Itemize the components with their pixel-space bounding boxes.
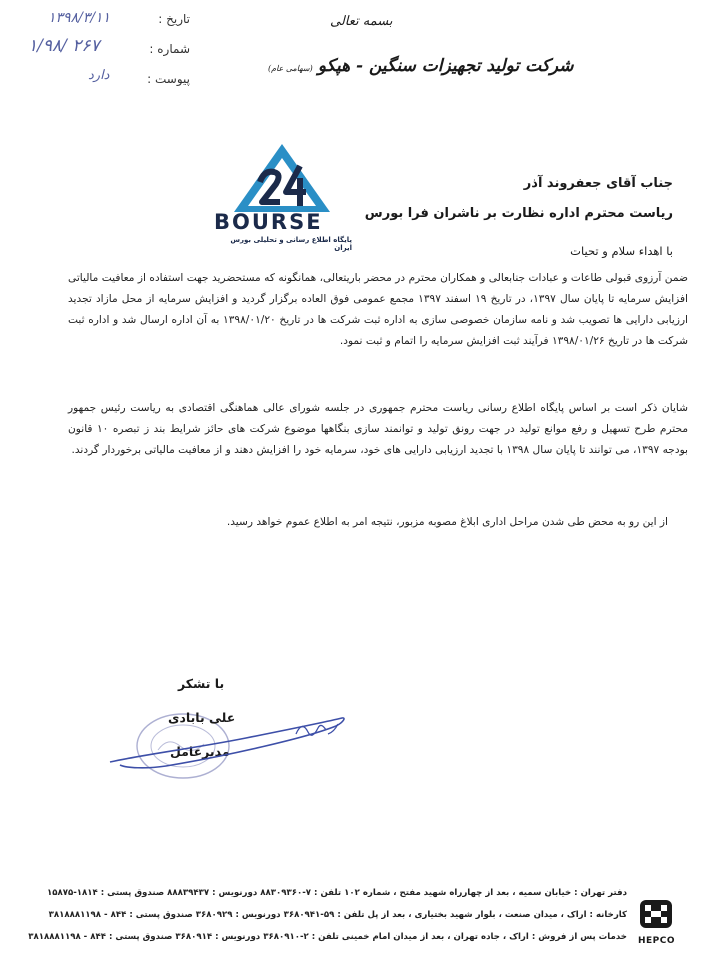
greeting: با اهداء سلام و تحیات [570, 244, 673, 258]
bourse-caption: پایگاه اطلاع رسانی و تحلیلی بورس ایران [230, 236, 352, 252]
basmala: بسمه تعالی [330, 14, 393, 29]
signer-title: مدیرعامل [170, 744, 230, 759]
hepco-logo [638, 898, 678, 948]
body-paragraph-1: ضمن آرزوی قبولی طاعات و عبادات جنابعالی و همکاران محترم در محضر باریتعالی، همانگونه که مستحضرید جهت استفاده از معافیت مالیاتی افزایش سرمایه تا پایان سال ۱۳۹۷، در تاریخ ۱۹ اسفند ۱۳۹۷ مجمع عمومی فوق العاده برگزار گردید و افزایش سرمایه از محل مازاد تجدید ارزیابی دارایی ها تصویب شد و نامه سازمان خصوصی سازی به اداره ثبت شرکت ها در تاریخ ۱۳۹۸/۰۱/۲۰ به آن اداره ارسال شد و اداره ثبت شرکت ها در تاریخ ۱۳۹۸/۰۱/۲۶ فرآیند ثبت افزایش سرمایه را اتمام و ثبت نمود. [68, 272, 688, 347]
hepco-wordmark: HEPCO [638, 936, 676, 946]
bourse-wordmark: BOURSE [214, 210, 323, 234]
body-paragraph-3: از این رو به محض طی شدن مراحل اداری ابلاغ مصوبه مزبور، نتیجه امر به اطلاع عموم خواهد رسید. [226, 516, 668, 528]
bourse-logo [212, 142, 352, 252]
number-label: شماره : [149, 42, 190, 56]
company-suffix: (سهامی عام) [268, 64, 313, 73]
signer-name: علی بابادی [168, 710, 236, 725]
bourse-emblem-icon [212, 142, 352, 214]
hepco-emblem-icon [638, 898, 674, 930]
footer-tehran-office: دفتر تهران : خیابان سمیه ، بعد از چهارراه شهید مفتح ، شماره ۱۰۲ تلفن : ۷-۸۸۳۰۹۳۶۰ دورنویس : ۸۸۸۳۹۴۳۷ صندوق پستی : ۱۸۱۴-۱۵۸۷۵ [46, 888, 627, 898]
footer-factory: کارخانه : اراک ، میدان صنعت ، بلوار شهید بختیاری ، بعد از پل تلفن : ۵۹-۳۶۸۰۹۴۱ دورنویس : ۳۶۸۰۹۲۹ صندوق پستی : ۸۴۴ - ۳۸۱۸۸۸۱۱۹۸ [48, 910, 627, 920]
date-label: تاریخ : [158, 12, 190, 26]
number-value: ۱/۹۸/ ۲۶۷ [28, 36, 100, 56]
body-paragraph-2: شایان ذکر است بر اساس پایگاه اطلاع رسانی ریاست محترم جمهوری در جلسه شورای عالی هماهنگی اقتصادی به ریاست رئیس جمهور محترم طرح تسهیل و رفع موانع تولید در جهت رونق تولید و توانمند سازی بنگاهها موضوع شرکت های حائز شرایط بند ز تبصره ۱۰ قانون بودجه ۱۳۹۷، می توانند تا پایان سال ۱۳۹۸ با تجدید ارزیابی دارایی های خود، سرمایه خود را افزایش دهند و از معافیت مالیاتی برخوردار گردند. [68, 402, 688, 456]
addressee-name: جناب آقای جعفروند آذر [523, 176, 673, 191]
attachment-label: پیوست : [147, 72, 190, 86]
closing: با تشکر [178, 676, 225, 691]
company-name [268, 56, 574, 76]
addressee-office: ریاست محترم اداره نظارت بر ناشران فرا بورس [364, 206, 673, 221]
attachment-value: دارد [88, 68, 110, 83]
handwritten-signature-icon [106, 708, 366, 778]
date-value: ۱۳۹۸/۳/۱۱ [48, 10, 111, 26]
header-meta [28, 10, 218, 100]
footer-after-sales: خدمات پس از فروش : اراک ، جاده تهران ، بعد از میدان امام خمینی تلفن : ۲-۳۶۸۰۹۱۰ دورنویس : ۳۶۸۰۹۱۴ صندوق پستی : ۸۴۴ - ۳۸۱۸۸۸۱۱۹۸ [28, 932, 627, 942]
company-title: شرکت تولید تجهیزات سنگین - هپکو [317, 56, 574, 76]
